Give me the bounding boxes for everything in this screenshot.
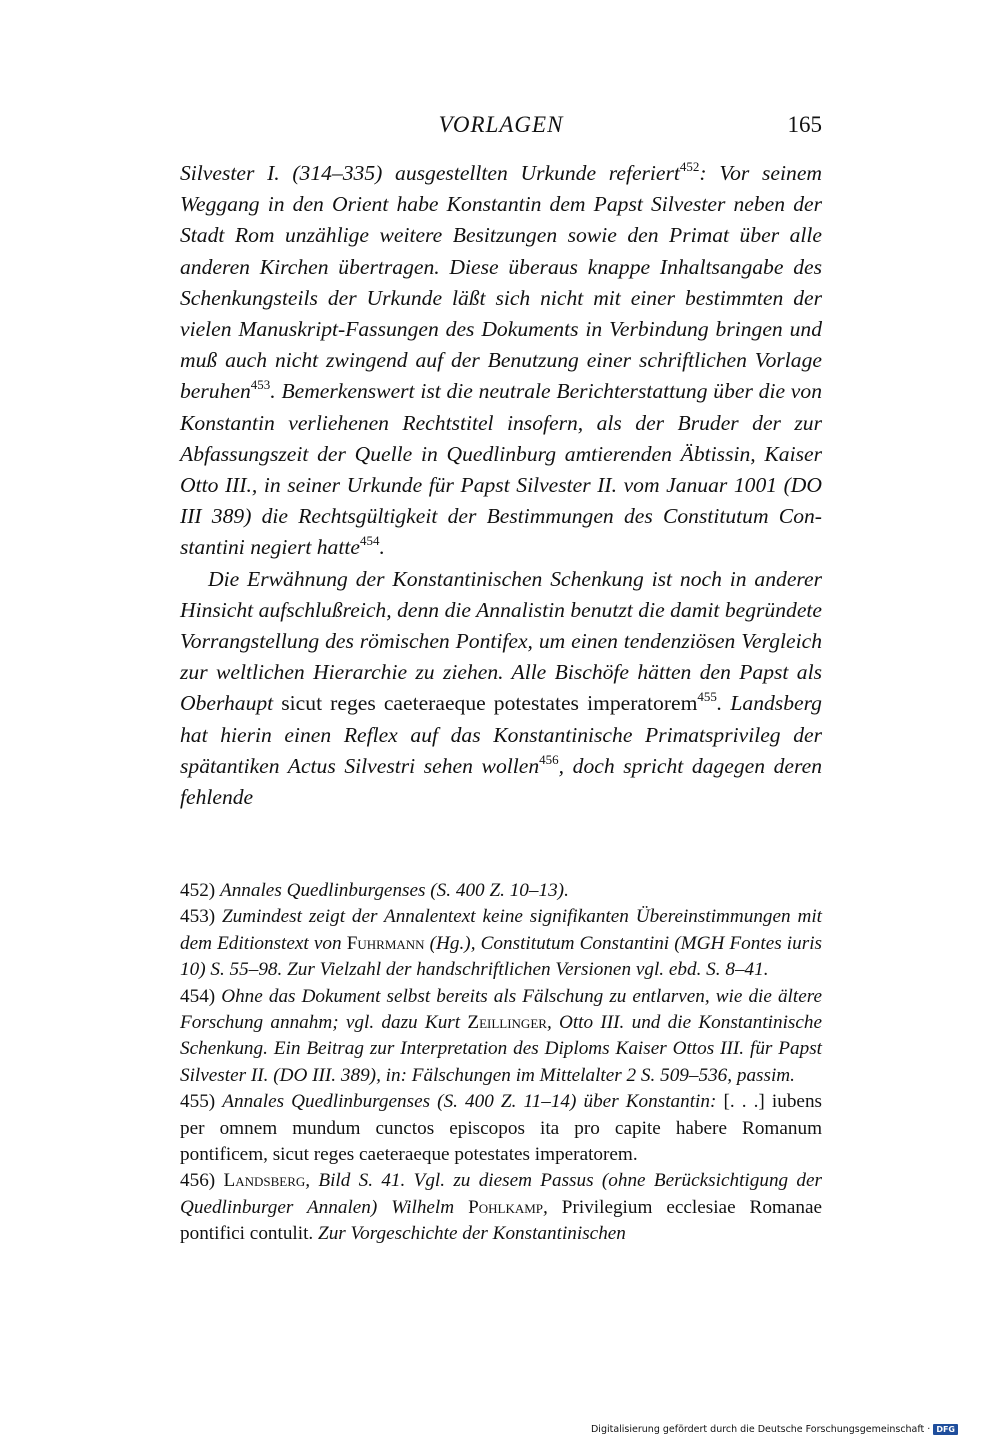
page-number: 165 bbox=[787, 112, 822, 137]
text-run: Silvester I. (314–335) ausgestellten Urkunde referiert bbox=[180, 161, 680, 185]
text-run: Ohne das Dokument selbst bereits als Fälschung zu entlarven, wie die ältere Forschung annahm; vgl. dazu Kurt bbox=[180, 985, 822, 1034]
text-run: . Landsberg hat hierin einen Reflex auf das Konstantinische Primatsprivileg der spätantiken Actus Silvestri sehen wollen bbox=[180, 691, 822, 778]
text-run: Zumindest zeigt der Annalentext keine signifikanten Übereinstimmungen mit dem Editionstext von bbox=[180, 906, 822, 954]
text-run: Annales Quedlinburgenses (S. 400 Z. 10–13). bbox=[219, 880, 569, 901]
footnote bbox=[180, 1089, 822, 1168]
footnote-ref: 452 bbox=[679, 159, 700, 174]
footnote-number: 455) bbox=[180, 1091, 223, 1113]
digitization-credit bbox=[591, 1424, 958, 1435]
author-name: Pohlkamp bbox=[468, 1196, 544, 1218]
page-header bbox=[180, 112, 822, 146]
footnote bbox=[180, 878, 822, 904]
text-run: (Hg.), Constitutum Constantini (MGH Fontes iuris 10) S. 55–98. Zur Vielzahl der handschriftlichen Versionen vgl. ebd. S. 8–41. bbox=[180, 932, 822, 981]
footnote-number: 453) bbox=[180, 906, 223, 928]
author-name: Landsberg bbox=[223, 1170, 306, 1192]
credit-text: Digitalisierung gefördert durch die Deutsche Forschungsgemeinschaft · bbox=[590, 1424, 931, 1435]
paragraph-2 bbox=[180, 564, 822, 814]
author-name: Fuhrmann bbox=[346, 932, 425, 954]
paragraph-1 bbox=[180, 158, 822, 564]
text-run: Annales Quedlinburgenses (S. 400 Z. 11–14) über Konstantin: bbox=[222, 1091, 724, 1113]
main-text bbox=[180, 158, 822, 813]
latin-quote: [. . .] iubens per omnem mundum cunctos episcopos ita pro capite habere Romanum pontificem, sicut reges caeteraeque potestates imperatorem. bbox=[180, 1091, 823, 1166]
author-name: Zeillinger bbox=[467, 1012, 547, 1034]
latin-quote: Privilegium ecclesiae Romanae pontifici contulit. bbox=[180, 1196, 822, 1245]
footnote-number: 456) bbox=[180, 1170, 224, 1192]
text-run: , Otto III. und die Konstantinische Schenkung. Ein Beitrag zur Interpretation des Diploms Kaiser Ottos III. für Papst Silvester II. (DO III. 389), in: Fälschungen im Mittelalter 2 S. 509–536, passim. bbox=[180, 1012, 822, 1086]
latin-quote: sicut reges caeteraeque potestates imperatorem bbox=[281, 691, 698, 716]
text-run: . Bemerkenswert ist die neutrale Berichterstattung über die von Konstantin verliehenen Rechtstitel insofern, als der Bruder der zur Abfassungszeit der Quelle in Quedlinburg amtierenden Äbtissin, Kaiser Otto III., in seiner Urkunde für Papst Silvester II. vom Januar 1001 (DO III 389) die Rechtsgültigkeit der Bestimmungen des Constitutum Constantini negiert hatte bbox=[180, 379, 822, 560]
footnote-ref: 456 bbox=[539, 751, 559, 767]
text-run: , Bild S. 41. Vgl. zu diesem Passus (ohne Berücksichtigung der Quedlinburger Annalen) Wilhelm bbox=[180, 1170, 823, 1218]
text-run: Die Erwähnung der Konstantinischen Schenkung ist noch in anderer Hinsicht aufschlußreich, denn die Annalistin benutzt die damit begründete Vorrangstellung des römischen Pontifex, um einen tendenziösen Vergleich zur weltlichen Hierarchie zu ziehen. Alle Bischöfe hätten den Papst als Oberhaupt bbox=[180, 566, 822, 716]
footnote bbox=[180, 984, 822, 1090]
text-run: . bbox=[379, 535, 385, 560]
running-title: VORLAGEN bbox=[438, 112, 564, 137]
footnote-ref: 453 bbox=[250, 377, 271, 393]
text-run: : Vor seinem Weggang in den Orient habe Konstantin dem Papst Silvester neben der Stadt Rom unzählige weitere Besitzungen sowie den Primat über alle anderen Kirchen übertragen. Diese überaus knappe Inhaltsangabe des Schenkungsteils der Urkunde läßt sich nicht mit einer bestimmten der vielen Manuskript-Fassungen des Dokuments in Verbindung bringen und muß auch nicht zwingend auf der Benutzung einer schriftlichen Vorlage beruhen bbox=[180, 161, 822, 404]
footnote bbox=[180, 1168, 822, 1247]
text-run: , bbox=[543, 1196, 562, 1218]
footnote-number: 452) bbox=[180, 880, 220, 901]
footnote bbox=[180, 904, 822, 983]
footnote-number: 454) bbox=[180, 985, 222, 1007]
footnote-ref: 454 bbox=[359, 533, 380, 549]
footnotes bbox=[180, 878, 822, 1248]
text-run: Zur Vorgeschichte der Konstantinischen bbox=[313, 1223, 626, 1245]
footnote-ref: 455 bbox=[697, 689, 717, 705]
dfg-logo: DFG bbox=[933, 1424, 958, 1435]
text-run: , doch spricht dagegen deren fehlende bbox=[180, 753, 822, 810]
